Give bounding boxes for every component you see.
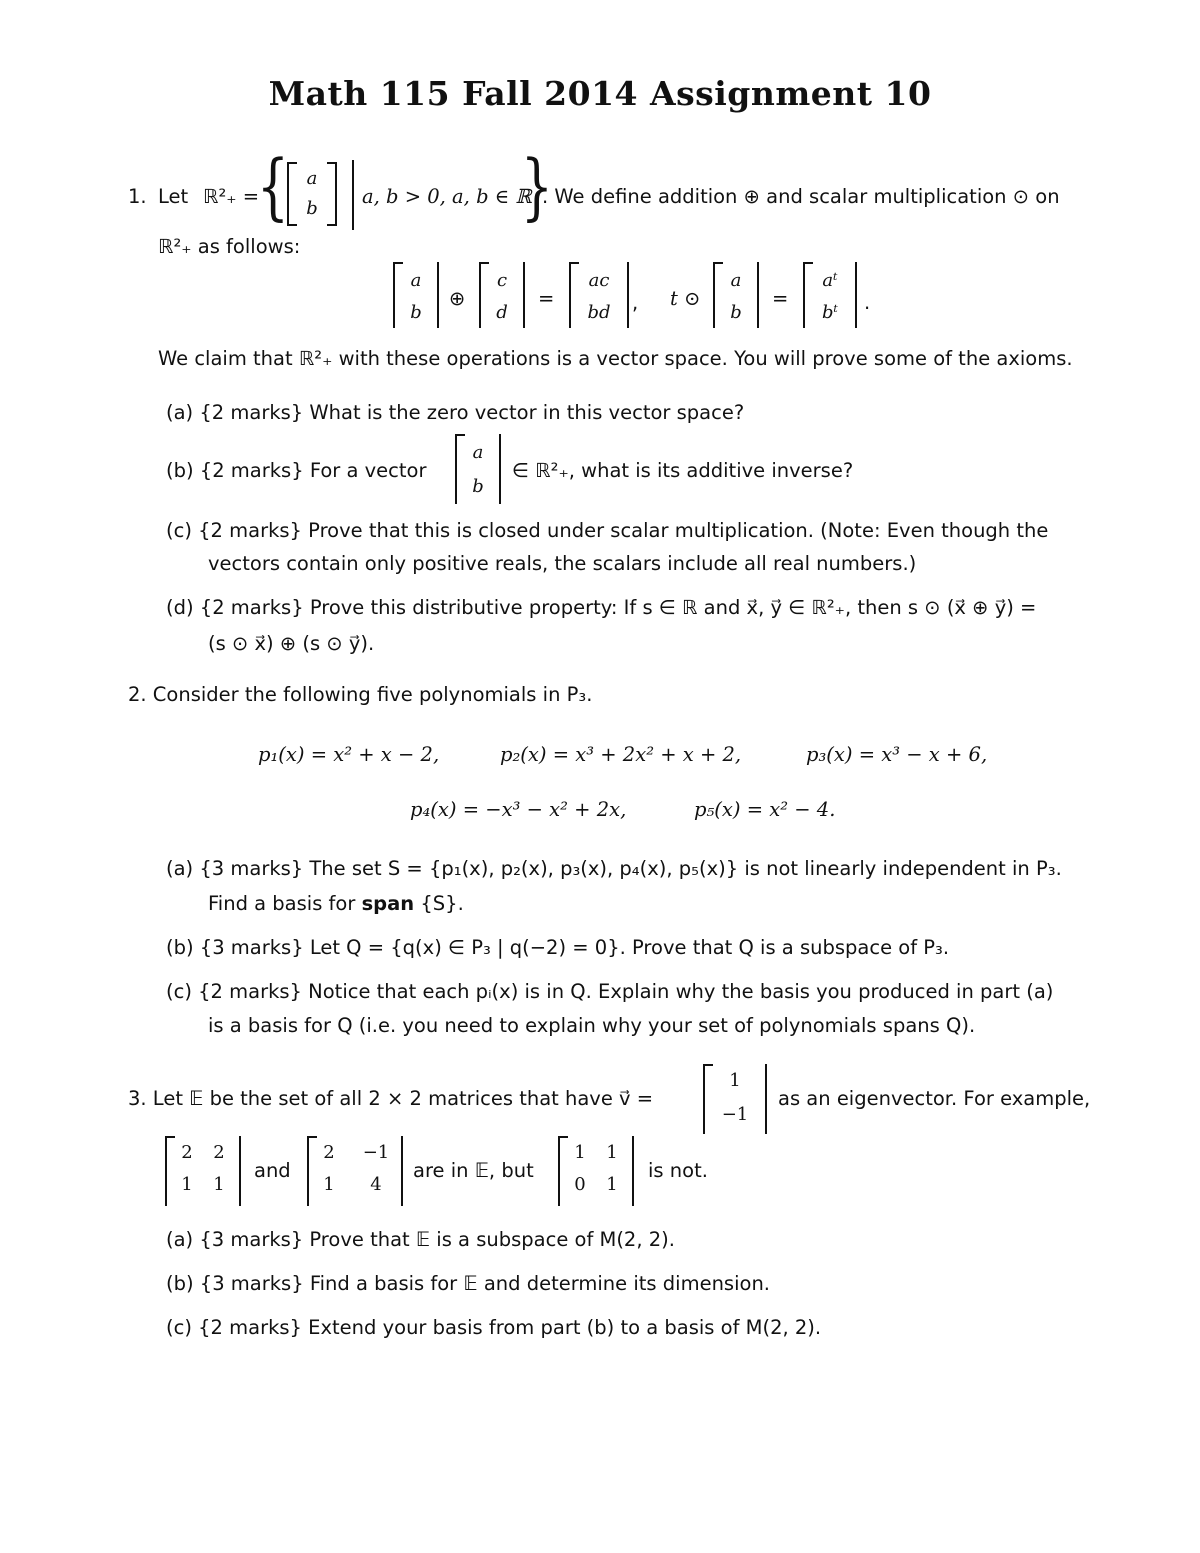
is-not-text: is not. bbox=[648, 1159, 708, 1182]
vector-cd bbox=[479, 262, 525, 328]
comma: , bbox=[632, 291, 639, 314]
matrix-entry: 1 bbox=[606, 1142, 618, 1163]
q1-part-c-line1: (c) {2 marks} Prove that this is closed under scalar multiplication. (Note: Even though the bbox=[166, 519, 1049, 542]
vector-entry: b bbox=[730, 302, 742, 323]
q3-part-a: (a) {3 marks} Prove that 𝔼 is a subspace of M(2, 2). bbox=[166, 1228, 675, 1251]
q1-definition-text: . We define addition ⊕ and scalar multiplication ⊙ on bbox=[542, 185, 1060, 208]
q3-intro-post: as an eigenvector. For example, bbox=[778, 1087, 1091, 1110]
vector-atbt bbox=[803, 262, 857, 328]
q1-part-a: (a) {2 marks} What is the zero vector in this vector space? bbox=[166, 401, 745, 424]
such-that-bar bbox=[352, 160, 354, 230]
polynomial-p1: p₁(x) = x² + x − 2, bbox=[258, 743, 440, 766]
q1-let: Let bbox=[158, 185, 189, 208]
matrix-entry: 0 bbox=[574, 1174, 586, 1195]
q1-condition: a, b > 0, a, b ∈ ℝ bbox=[362, 185, 532, 208]
oplus-symbol: ⊕ bbox=[449, 287, 466, 310]
vector-entry: a bbox=[410, 270, 422, 291]
are-in-text: are in 𝔼, but bbox=[413, 1159, 534, 1182]
vector-ab bbox=[393, 262, 439, 328]
q1-as-follows: ℝ²₊ as follows: bbox=[158, 235, 301, 258]
q3-intro-pre: 3. Let 𝔼 be the set of all 2 × 2 matrices that have v⃗ = bbox=[128, 1087, 654, 1110]
q2-part-c-line2: is a basis for Q (i.e. you need to explain why your set of polynomials spans Q). bbox=[208, 1014, 976, 1037]
matrix-entry: 2 bbox=[323, 1142, 335, 1163]
vector-entry: bd bbox=[587, 302, 611, 323]
matrix-entry: 1 bbox=[213, 1174, 225, 1195]
scalar-t-odot: t ⊙ bbox=[670, 287, 701, 310]
q2-part-b: (b) {3 marks} Let Q = {q(x) ∈ P₃ | q(−2) = 0}. Prove that Q is a subspace of P₃. bbox=[166, 936, 950, 959]
vector-entry: bᵗ bbox=[822, 302, 838, 323]
q1-part-b-post: ∈ ℝ²₊, what is its additive inverse? bbox=[512, 459, 854, 482]
matrix-entry: 2 bbox=[181, 1142, 193, 1163]
q1-set-lhs: ℝ²₊ = bbox=[203, 185, 260, 208]
polynomial-p3: p₃(x) = x³ − x + 6, bbox=[806, 743, 988, 766]
equals-sign: = bbox=[538, 287, 555, 310]
polynomial-p4: p₄(x) = −x³ − x² + 2x, bbox=[410, 798, 627, 821]
vector-entry: a bbox=[306, 168, 318, 189]
polynomial-p5: p₅(x) = x² − 4. bbox=[694, 798, 836, 821]
q2-part-a-line2 bbox=[208, 891, 464, 917]
q1-claim: We claim that ℝ²₊ with these operations is a vector space. You will prove some of the axioms. bbox=[158, 347, 1073, 370]
q2-part-c-line1: (c) {2 marks} Notice that each pᵢ(x) is in Q. Explain why the basis you produced in part (a) bbox=[166, 980, 1054, 1003]
vector-ab-2 bbox=[713, 262, 759, 328]
q1-part-c-line2: vectors contain only positive reals, the scalars include all real numbers.) bbox=[208, 552, 917, 575]
vector-entry: −1 bbox=[721, 1104, 749, 1125]
matrix-entry: 2 bbox=[213, 1142, 225, 1163]
q2-part-a-line1: (a) {3 marks} The set S = {p₁(x), p₂(x), p₃(x), p₄(x), p₅(x)} is not linearly independent in P₃. bbox=[166, 857, 1062, 880]
q3-part-b: (b) {3 marks} Find a basis for 𝔼 and determine its dimension. bbox=[166, 1272, 770, 1295]
q2-intro: 2. Consider the following five polynomials in P₃. bbox=[128, 683, 593, 706]
matrix-entry: 1 bbox=[574, 1142, 586, 1163]
vector-entry: ac bbox=[588, 270, 610, 291]
span-keyword: span bbox=[361, 892, 415, 915]
matrix-entry: 1 bbox=[181, 1174, 193, 1195]
eigenvector-v bbox=[703, 1064, 767, 1134]
period: . bbox=[864, 291, 871, 314]
q3-part-c: (c) {2 marks} Extend your basis from part (b) to a basis of M(2, 2). bbox=[166, 1316, 822, 1339]
vector-entry: b bbox=[306, 198, 318, 219]
q1-part-d-line2: (s ⊙ x⃗) ⊕ (s ⊙ y⃗). bbox=[208, 632, 375, 655]
matrix-entry: −1 bbox=[362, 1142, 390, 1163]
vector-entry: a bbox=[472, 442, 484, 463]
matrix-entry: 4 bbox=[370, 1174, 382, 1195]
q2-a2-text-end: {S}. bbox=[414, 892, 464, 915]
vector-entry: d bbox=[496, 302, 508, 323]
matrix-entry: 1 bbox=[606, 1174, 618, 1195]
q1-part-b-pre: (b) {2 marks} For a vector bbox=[166, 459, 427, 482]
q1-set-vector bbox=[287, 162, 337, 226]
vector-entry: c bbox=[496, 270, 508, 291]
example-matrix-3 bbox=[558, 1136, 634, 1206]
q1-number: 1. bbox=[128, 185, 147, 208]
vector-entry: b bbox=[472, 476, 484, 497]
q2-a2-text: Find a basis for bbox=[208, 892, 362, 915]
vector-entry: aᵗ bbox=[822, 270, 838, 291]
polynomial-p2: p₂(x) = x³ + 2x² + x + 2, bbox=[500, 743, 742, 766]
vector-entry: b bbox=[410, 302, 422, 323]
example-matrix-1 bbox=[165, 1136, 241, 1206]
vector-entry: a bbox=[730, 270, 742, 291]
q1b-vector bbox=[455, 434, 501, 504]
and-text: and bbox=[254, 1159, 291, 1182]
page-title: Math 115 Fall 2014 Assignment 10 bbox=[268, 74, 932, 113]
example-matrix-2 bbox=[307, 1136, 403, 1206]
q1-part-d-line1: (d) {2 marks} Prove this distributive property: If s ∈ ℝ and x⃗, y⃗ ∈ ℝ²₊, then s ⊙ (x⃗ ⊕ y⃗) = bbox=[166, 596, 1037, 619]
vector-entry: 1 bbox=[729, 1070, 741, 1091]
right-brace: } bbox=[520, 144, 553, 228]
left-brace: { bbox=[256, 144, 289, 228]
matrix-entry: 1 bbox=[323, 1174, 335, 1195]
equals-sign-2: = bbox=[772, 287, 789, 310]
vector-acbd bbox=[569, 262, 629, 328]
